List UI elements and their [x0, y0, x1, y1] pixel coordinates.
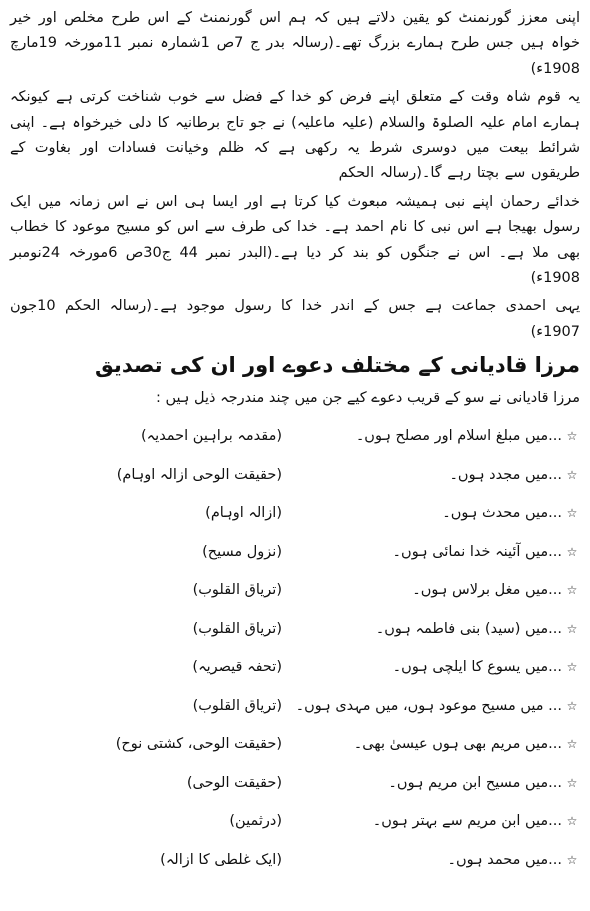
claim-reference: (حقیقت الوحی) — [186, 774, 282, 791]
claim-reference: (ازالہ اوہام) — [205, 505, 282, 522]
claim-item — [10, 610, 580, 649]
claim-reference: (حقیقت الوحی ازالہ اوہام) — [116, 466, 282, 483]
star-bullet-icon: ☆ — [566, 737, 578, 752]
claim-item — [10, 494, 580, 533]
claim-reference: (درثمین) — [229, 813, 282, 830]
claim-reference: (تریاق القلوب) — [192, 620, 282, 637]
claim-text: ...میں ابن مریم سے بہتر ہوں۔ — [372, 813, 562, 830]
claim-text: ...میں آئینہ خدا نمائی ہوں۔ — [392, 543, 562, 560]
claim-item — [10, 456, 580, 495]
star-bullet-icon: ☆ — [566, 698, 578, 713]
claim-text: ... میں مسیح موعود ہوں، میں مہدی ہوں۔ — [295, 697, 562, 714]
star-bullet-icon: ☆ — [566, 429, 578, 444]
star-bullet-icon: ☆ — [566, 660, 578, 675]
star-bullet-icon: ☆ — [566, 506, 578, 521]
claim-reference: (تریاق القلوب) — [192, 697, 282, 714]
claim-text: ...میں مبلغ اسلام اور مصلح ہوں۔ — [355, 428, 562, 445]
claim-item — [10, 571, 580, 610]
claim-text: ...میں مجدد ہوں۔ — [449, 466, 562, 483]
claims-intro: مرزا قادیانی نے سو کے قریب دعوے کیے جن میں چند مندرجہ ذیل ہیں : — [156, 390, 580, 407]
claim-text: ...میں یسوع کا ایلچی ہوں۔ — [392, 659, 562, 676]
claims-list — [10, 417, 580, 879]
claim-text: ...میں (سید) بنی فاطمہ ہوں۔ — [375, 620, 562, 637]
claim-item — [10, 841, 580, 880]
star-bullet-icon: ☆ — [566, 467, 578, 482]
claim-item — [10, 687, 580, 726]
star-bullet-icon: ☆ — [566, 775, 578, 790]
paragraph-3: خدائے رحمان اپنے نبی ہمیشہ مبعوث کیا کرتا ہے اور ایسا ہی اس نے اس زمانہ میں ایک رسول بھیجا ہے اس نبی کا نام احمد ہے۔ خدا کی طرف سے اس کو مسیح موعود کا خطاب بھی ملا ہے۔ اس نے جنگوں کو بند کر دیا ہے۔(البدر نمبر 44 ج30ص 6مورخہ 24نومبر 1908ء) — [10, 193, 580, 287]
claim-item — [10, 764, 580, 803]
claim-text: ...میں مریم بھی ہوں عیسیٰ بھی۔ — [353, 736, 562, 753]
star-bullet-icon: ☆ — [566, 852, 578, 867]
star-bullet-icon: ☆ — [566, 583, 578, 598]
claim-text: ...میں مغل برلاس ہوں۔ — [412, 582, 562, 599]
paragraph-1: اپنی معزز گورنمنٹ کو یقین دلاتے ہیں کہ ہم اس گورنمنٹ کے اس طرح مخلص اور خیر خواہ ہیں جس طرح ہمارے بزرگ تھے۔(رسالہ بدر ج 7ص 1شمارہ نمبر 11مورخہ 19مارچ 1908ء) — [10, 10, 580, 77]
paragraph-2: یہ قوم شاہ وقت کے متعلق اپنے فرض کو خدا کے فضل سے خوب شناخت کرتی ہے کیونکہ ہمارے امام علیہ الصلوۃ والسلام (علیہ ماعلیہ) نے جو تاج برطانیہ کا دلی خیرخواہ ہے۔ اپنی شرائط بیعت میں دوسری شرط یہ رکھی ہے کہ ظلم وخیانت فسادات اور بغاوت کے طریقوں سے بچتا رہے گا۔(رسالہ الحکم — [10, 89, 580, 182]
claim-reference: (تحفہ قیصریہ) — [192, 659, 282, 676]
claim-reference: (ایک غلطی کا ازالہ) — [160, 851, 282, 868]
claim-text: ...میں محمد ہوں۔ — [447, 851, 562, 868]
claim-item — [10, 725, 580, 764]
section-heading: مرزا قادیانی کے مختلف دعوے اور ان کی تصدیق — [95, 353, 580, 378]
claim-item — [10, 417, 580, 456]
star-bullet-icon: ☆ — [566, 621, 578, 636]
paragraph-4: یہی احمدی جماعت ہے جس کے اندر خدا کا رسول موجود ہے۔(رسالہ الحکم 10جون 1907ء) — [10, 298, 580, 340]
star-bullet-icon: ☆ — [566, 814, 578, 829]
claim-text: ...میں مسیح ابن مریم ہوں۔ — [388, 774, 562, 791]
claim-item — [10, 533, 580, 572]
claim-reference: (نزول مسیح) — [202, 543, 282, 560]
claim-item — [10, 648, 580, 687]
claim-text: ...میں محدث ہوں۔ — [442, 505, 562, 522]
star-bullet-icon: ☆ — [566, 544, 578, 559]
claim-reference: (مقدمہ براہین احمدیہ) — [141, 428, 282, 445]
claim-reference: (حقیقت الوحی، کشتی نوح) — [115, 736, 282, 753]
claim-item — [10, 802, 580, 841]
claim-reference: (تریاق القلوب) — [192, 582, 282, 599]
